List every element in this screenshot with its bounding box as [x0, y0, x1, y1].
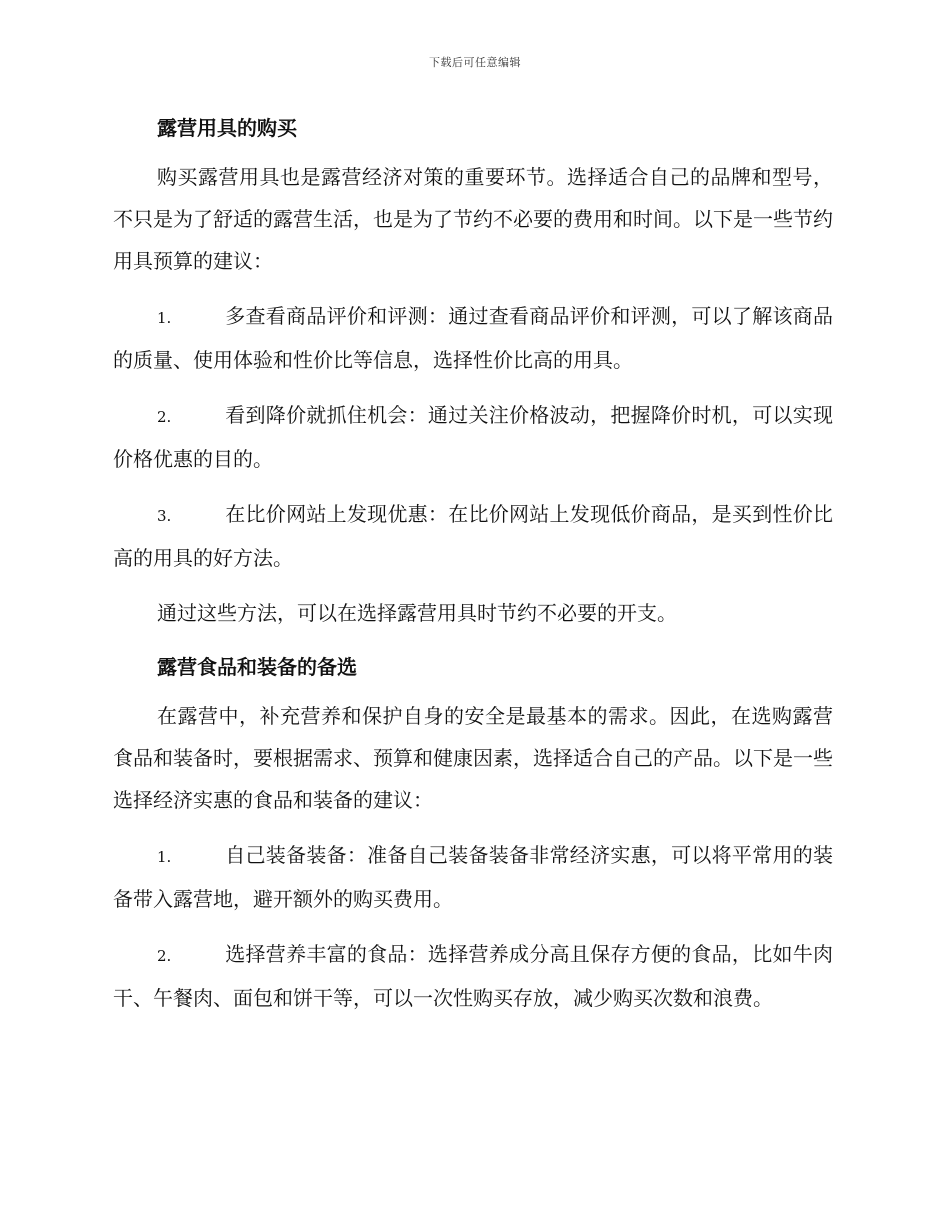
list-item-text: 看到降价就抓住机会：通过关注价格波动，把握降价时机，可以实现价格优惠的目的。 — [113, 403, 833, 471]
list-item — [113, 493, 833, 579]
list-item-number: 1. — [157, 309, 172, 327]
list-item-number: 1. — [157, 848, 172, 866]
list-item-text: 多查看商品评价和评测：通过查看商品评价和评测，可以了解该商品的质量、使用体验和性价比等信息，选择性价比高的用具。 — [113, 304, 833, 372]
section-outro: 通过这些方法，可以在选择露营用具时节约不必要的开支。 — [157, 601, 677, 625]
section-intro: 购买露营用具也是露营经济对策的重要环节。选择适合自己的品牌和型号，不只是为了舒适的露营生活，也是为了节约不必要的费用和时间。以下是一些节约用具预算的建议： — [113, 165, 833, 273]
list-item-text: 在比价网站上发现优惠：在比价网站上发现低价商品，是买到性价比高的用具的好方法。 — [113, 502, 833, 570]
list-item — [113, 933, 833, 1019]
page-header: 下载后可任意编辑 — [429, 56, 521, 69]
list-item-number: 2. — [157, 947, 172, 965]
list-item — [113, 834, 833, 920]
section-intro: 在露营中，补充营养和保护自身的安全是最基本的需求。因此，在选购露营食品和装备时，要根据需求、预算和健康因素，选择适合自己的产品。以下是一些选择经济实惠的食品和装备的建议： — [113, 704, 833, 812]
document-body — [113, 108, 833, 1032]
list-item-number: 2. — [157, 408, 172, 426]
list-item-text: 自己装备装备：准备自己装备装备非常经济实惠，可以将平常用的装备带入露营地，避开额外的购买费用。 — [113, 843, 833, 911]
list-item — [113, 394, 833, 480]
list-item — [113, 295, 833, 381]
section-heading: 露营用具的购买 — [157, 116, 297, 140]
section-heading: 露营食品和装备的备选 — [157, 655, 357, 679]
list-item-text: 选择营养丰富的食品：选择营养成分高且保存方便的食品，比如牛肉干、午餐肉、面包和饼干等，可以一次性购买存放，减少购买次数和浪费。 — [113, 942, 833, 1010]
list-item-number: 3. — [157, 507, 172, 525]
